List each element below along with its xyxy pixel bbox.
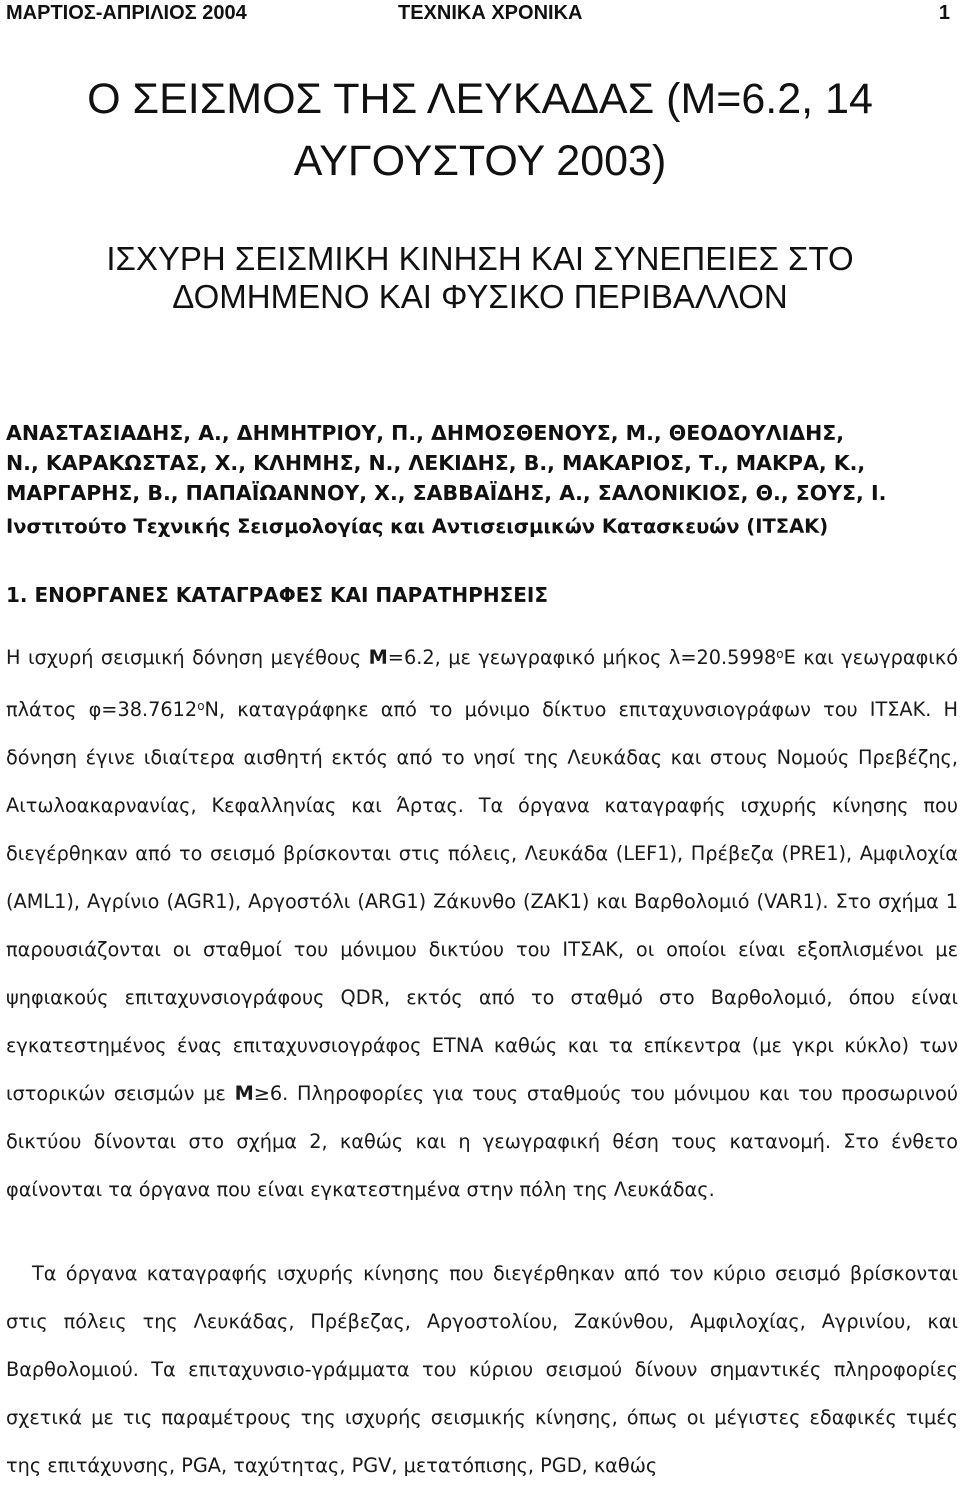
running-header [0, 0, 960, 26]
p1-text-3: Ε και γεωγραφικό πλάτος φ=38.7612 [6, 646, 958, 721]
p1-text-5: ≥6. Πληροφορίες για τους σταθμούς του μόνιμου και του προσωρινού δικτύου δίνονται στο σχήμα 2, καθώς και η γεωγραφική θέση τους κατανομή. Στο ένθετο φαίνονται τα όργανα που είναι εγκατεστημένα στην πόλη της Λευκάδας. [6, 1082, 958, 1201]
subtitle-line-2: ΔΟΜΗΜΕΝΟ ΚΑΙ ΦΥΣΙΚΟ ΠΕΡΙΒΑΛΛΟΝ [172, 278, 788, 315]
header-page-number: 1 [938, 2, 950, 24]
section-heading: 1. ΕΝΟΡΓΑΝΕΣ ΚΑΤΑΓΡΑΦΕΣ ΚΑΙ ΠΑΡΑΤΗΡΗΣΕΙΣ [6, 583, 548, 607]
p1-bold-magnitude-2: Μ [234, 1082, 254, 1105]
header-date: ΜΑΡΤΙΟΣ-ΑΠΡΙΛΙΟΣ 2004 [6, 2, 247, 24]
authors-line-2: Ν., ΚΑΡΑΚΩΣΤΑΣ, Χ., ΚΛΗΜΗΣ, Ν., ΛΕΚΙΔΗΣ, Β., ΜΑΚΑΡΙΟΣ, Τ., ΜΑΚΡΑ, Κ., [6, 451, 866, 475]
authors-line-3: ΜΑΡΓΑΡΗΣ, Β., ΠΑΠΑΪΩΑΝΝΟΥ, Χ., ΣΑΒΒΑΪΔΗΣ, Α., ΣΑΛΟΝΙΚΙΟΣ, Θ., ΣΟΥΣ, Ι. [6, 481, 887, 505]
body-paragraph-1 [6, 630, 958, 1214]
title-line-1: Ο ΣΕΙΣΜΟΣ ΤΗΣ ΛΕΥΚΑΔΑΣ (Μ=6.2, 14 [87, 75, 873, 123]
p1-text-4: Ν, καταγράφηκε από το μόνιμο δίκτυο επιταχυνσιογράφων του ΙΤΣΑΚ. Η δόνηση έγινε ιδιαίτερα αισθητή εκτός από το νησί της Λευκάδας και στους Νομούς Πρεβέζης, Αιτωλοακαρνανίας, Κεφαλληνίας και Άρτας. Τα όργανα καταγραφής ισχυρής κίνησης που διεγέρθηκαν από το σεισμό βρίσκονται στις πόλεις, Λευκάδα (LEF1), Πρέβεζα (PRE1), Αμφιλοχία (AML1), Αγρίνιο (AGR1), Αργοστόλι (ARG1) Ζάκυνθο (ZAK1) και Βαρθολομιό (VAR1). Στο σχήμα 1 παρουσιάζονται οι σταθμοί του μόνιμου δικτύου του ΙΤΣΑΚ, οι οποίοι είναι εξοπλισμένοι με ψηφιακούς επιταχυνσιογράφους QDR, εκτός από το σταθμό στο Βαρθολομιό, όπου είναι εγκατεστημένος ένας επιταχυνσιογράφος ETNA καθώς και τα επίκεντρα (με γκρι κύκλο) των ιστορικών σεισμών με [6, 698, 958, 1105]
article-title [0, 68, 960, 192]
authors-line-1: ΑΝΑΣΤΑΣΙΑΔΗΣ, Α., ΔΗΜΗΤΡΙΟΥ, Π., ΔΗΜΟΣΘΕΝΟΥΣ, Μ., ΘΕΟΔΟΥΛΙΔΗΣ, [6, 421, 845, 445]
p1-degree-sup-2: o [197, 699, 205, 713]
header-journal: ΤΕΧΝΙΚΑ ΧΡΟΝΙΚΑ [398, 2, 583, 24]
subtitle-line-1: ΙΣΧΥΡΗ ΣΕΙΣΜΙΚΗ ΚΙΝΗΣΗ ΚΑΙ ΣΥΝΕΠΕΙΕΣ ΣΤΟ [106, 240, 854, 277]
p1-bold-magnitude: Μ [368, 646, 388, 669]
article-subtitle [0, 240, 960, 316]
affiliation: Ινστιτούτο Τεχνικής Σεισμολογίας και Αντισεισμικών Κατασκευών (ΙΤΣΑΚ) [6, 515, 829, 538]
p1-text-2: =6.2, με γεωγραφικό μήκος λ=20.5998 [387, 646, 777, 669]
title-line-2: ΑΥΓΟΥΣΤΟΥ 2003) [293, 137, 667, 185]
body-paragraph-2: Τα όργανα καταγραφής ισχυρής κίνησης που διεγέρθηκαν από τον κύριο σεισμό βρίσκονται στις πόλεις της Λευκάδας, Πρέβεζας, Αργοστολίου, Ζακύνθου, Αμφιλοχίας, Αγρινίου, και Βαρθολομιού. Τα επιταχυνσιο-γράμματα του κύριου σεισμού δίνουν σημαντικές πληροφορίες σχετικά με τις παραμέτρους της ισχυρής σεισμικής κίνησης, όπως οι μέγιστες εδαφικές τιμές της επιτάχυνσης, PGA, ταχύτητας, PGV, μετατόπισης, PGD, καθώς [6, 1262, 958, 1477]
p1-text-1: Η ισχυρή σεισμική δόνηση μεγέθους [6, 646, 369, 669]
author-list [6, 418, 956, 508]
p1-degree-sup-1: o [776, 647, 784, 661]
